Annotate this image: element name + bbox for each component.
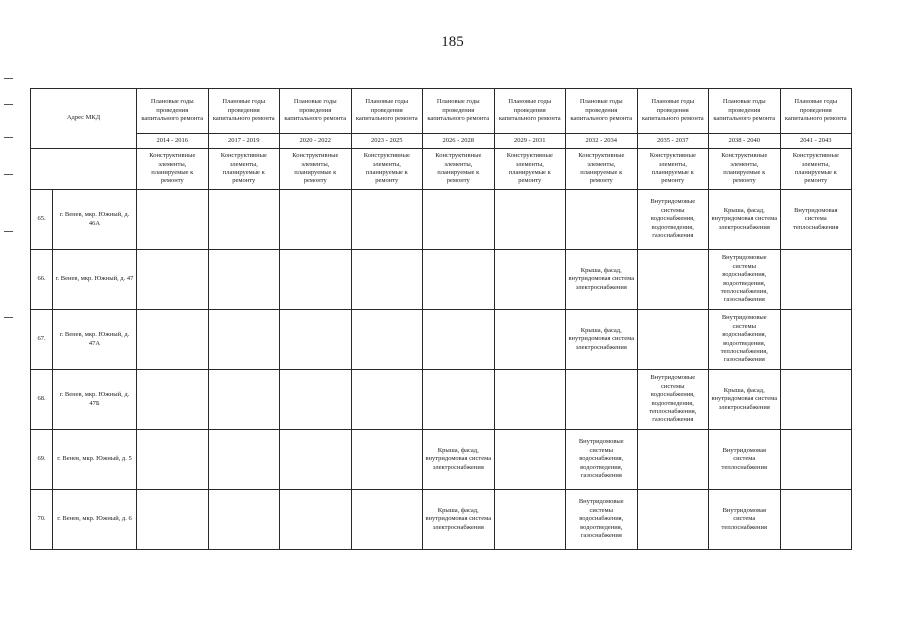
elements-header: Конструктивные элементы, планируемые к ремонту — [351, 149, 423, 190]
address-cell: г. Венев, мкр. Южный, д. 47Б — [53, 370, 137, 430]
repair-elements-cell — [637, 310, 709, 370]
header-row-periods — [31, 134, 852, 149]
repair-elements-cell — [494, 250, 566, 310]
repair-elements-cell — [208, 250, 280, 310]
elements-header: Конструктивные элементы, планируемые к ремонту — [494, 149, 566, 190]
repair-elements-cell: Внутридомовые системы водоснабжения, водоотведения, газоснабжения — [637, 190, 709, 250]
repair-elements-cell — [494, 190, 566, 250]
row-number: 69. — [31, 430, 53, 490]
table-row — [31, 490, 852, 550]
repair-elements-cell — [280, 250, 352, 310]
elements-header: Конструктивные элементы, планируемые к ремонту — [637, 149, 709, 190]
period-cell: 2023 - 2025 — [351, 134, 423, 149]
period-cell: 2032 - 2034 — [566, 134, 638, 149]
repair-elements-cell — [137, 370, 209, 430]
repair-elements-cell — [351, 490, 423, 550]
repair-elements-cell — [423, 370, 495, 430]
table-row — [31, 190, 852, 250]
address-header: Адрес МКД — [31, 89, 137, 149]
margin-mark — [4, 137, 13, 138]
repair-elements-cell — [351, 250, 423, 310]
elements-header: Конструктивные элементы, планируемые к ремонту — [566, 149, 638, 190]
repair-elements-cell — [637, 490, 709, 550]
repair-elements-cell — [280, 370, 352, 430]
repair-elements-cell — [780, 370, 852, 430]
repair-elements-cell — [208, 430, 280, 490]
repair-elements-cell: Крыша, фасад, внутридомовая система электроснабжения — [423, 430, 495, 490]
margin-mark — [4, 104, 13, 105]
repair-elements-cell — [423, 250, 495, 310]
repair-elements-cell — [423, 190, 495, 250]
address-cell: г. Венев, мкр. Южный, д. 47 — [53, 250, 137, 310]
repair-elements-cell — [566, 370, 638, 430]
repair-elements-cell — [494, 490, 566, 550]
repair-elements-cell — [280, 310, 352, 370]
margin-mark — [4, 231, 13, 232]
repair-elements-cell — [137, 190, 209, 250]
elements-header: Конструктивные элементы, планируемые к ремонту — [780, 149, 852, 190]
period-cell: 2017 - 2019 — [208, 134, 280, 149]
header-row-elements — [31, 149, 852, 190]
address-header-blank — [31, 149, 137, 190]
plan-years-header: Плановые годы проведения капитального ремонта — [423, 89, 495, 134]
elements-header: Конструктивные элементы, планируемые к ремонту — [709, 149, 781, 190]
repair-elements-cell: Внутридомовые системы водоснабжения, водоотведения, газоснабжения — [566, 430, 638, 490]
repair-elements-cell — [280, 190, 352, 250]
address-cell: г. Венев, мкр. Южный, д. 46А — [53, 190, 137, 250]
margin-mark — [4, 174, 13, 175]
elements-header: Конструктивные элементы, планируемые к ремонту — [280, 149, 352, 190]
address-cell: г. Венев, мкр. Южный, д. 6 — [53, 490, 137, 550]
repair-elements-cell — [780, 490, 852, 550]
repair-elements-cell — [780, 250, 852, 310]
plan-years-header: Плановые годы проведения капитального ремонта — [780, 89, 852, 134]
repair-elements-cell — [208, 190, 280, 250]
plan-years-header: Плановые годы проведения капитального ремонта — [280, 89, 352, 134]
repair-elements-cell — [208, 490, 280, 550]
plan-years-header: Плановые годы проведения капитального ремонта — [137, 89, 209, 134]
plan-years-header: Плановые годы проведения капитального ремонта — [637, 89, 709, 134]
plan-years-header: Плановые годы проведения капитального ремонта — [709, 89, 781, 134]
row-number: 68. — [31, 370, 53, 430]
repair-elements-cell: Крыша, фасад, внутридомовая система электроснабжения — [709, 190, 781, 250]
table-row — [31, 250, 852, 310]
repair-elements-cell — [208, 370, 280, 430]
repair-elements-cell: Внутридомовые системы водоснабжения, водоотведения, теплоснабжения, газоснабжения — [709, 250, 781, 310]
elements-header: Конструктивные элементы, планируемые к ремонту — [208, 149, 280, 190]
row-number: 70. — [31, 490, 53, 550]
address-cell: г. Венев, мкр. Южный, д. 5 — [53, 430, 137, 490]
repair-elements-cell — [280, 430, 352, 490]
repair-elements-cell: Внутридомовая система теплоснабжения — [780, 190, 852, 250]
repair-elements-cell — [351, 430, 423, 490]
repair-elements-cell — [137, 310, 209, 370]
period-cell: 2026 - 2028 — [423, 134, 495, 149]
table-row — [31, 370, 852, 430]
repair-elements-cell — [637, 250, 709, 310]
repair-elements-cell: Крыша, фасад, внутридомовая система электроснабжения — [709, 370, 781, 430]
address-cell: г. Венев, мкр. Южный, д. 47А — [53, 310, 137, 370]
repair-elements-cell — [423, 310, 495, 370]
header-row-titles — [31, 89, 852, 134]
repair-elements-cell — [351, 370, 423, 430]
row-number: 66. — [31, 250, 53, 310]
plan-years-header: Плановые годы проведения капитального ремонта — [208, 89, 280, 134]
repair-elements-cell: Внутридомовая система теплоснабжения — [709, 430, 781, 490]
table-row — [31, 310, 852, 370]
repair-elements-cell: Внутридомовые системы водоснабжения, водоотведения, теплоснабжения, газоснабжения — [637, 370, 709, 430]
repair-elements-cell — [566, 190, 638, 250]
repair-elements-cell — [137, 490, 209, 550]
row-number: 67. — [31, 310, 53, 370]
table-row — [31, 430, 852, 490]
period-cell: 2020 - 2022 — [280, 134, 352, 149]
repair-elements-cell — [351, 190, 423, 250]
period-cell: 2035 - 2037 — [637, 134, 709, 149]
repair-elements-cell — [494, 370, 566, 430]
repair-elements-cell — [351, 310, 423, 370]
repair-elements-cell: Крыша, фасад, внутридомовая система электроснабжения — [566, 250, 638, 310]
plan-years-header: Плановые годы проведения капитального ремонта — [494, 89, 566, 134]
repair-elements-cell — [494, 310, 566, 370]
repair-elements-cell — [780, 310, 852, 370]
period-cell: 2029 - 2031 — [494, 134, 566, 149]
margin-mark — [4, 78, 13, 79]
period-cell: 2038 - 2040 — [709, 134, 781, 149]
repair-elements-cell — [780, 430, 852, 490]
repair-elements-cell: Внутридомовые системы водоснабжения, водоотведения, газоснабжения — [566, 490, 638, 550]
repair-elements-cell — [494, 430, 566, 490]
margin-mark — [4, 317, 13, 318]
repair-elements-cell: Крыша, фасад, внутридомовая система электроснабжения — [423, 490, 495, 550]
repair-elements-cell — [137, 250, 209, 310]
elements-header: Конструктивные элементы, планируемые к ремонту — [137, 149, 209, 190]
repair-elements-cell — [137, 430, 209, 490]
repair-elements-cell — [280, 490, 352, 550]
repair-elements-cell: Внутридомовые системы водоснабжения, водоотведения, теплоснабжения, газоснабжения — [709, 310, 781, 370]
repair-elements-cell — [208, 310, 280, 370]
plan-years-header: Плановые годы проведения капитального ремонта — [351, 89, 423, 134]
repair-elements-cell — [637, 430, 709, 490]
period-cell: 2014 - 2016 — [137, 134, 209, 149]
period-cell: 2041 - 2043 — [780, 134, 852, 149]
elements-header: Конструктивные элементы, планируемые к ремонту — [423, 149, 495, 190]
repair-schedule-table — [30, 88, 852, 550]
row-number: 65. — [31, 190, 53, 250]
repair-elements-cell: Внутридомовая система теплоснабжения — [709, 490, 781, 550]
page-number: 185 — [441, 34, 464, 50]
repair-elements-cell: Крыша, фасад, внутридомовая система электроснабжения — [566, 310, 638, 370]
plan-years-header: Плановые годы проведения капитального ремонта — [566, 89, 638, 134]
